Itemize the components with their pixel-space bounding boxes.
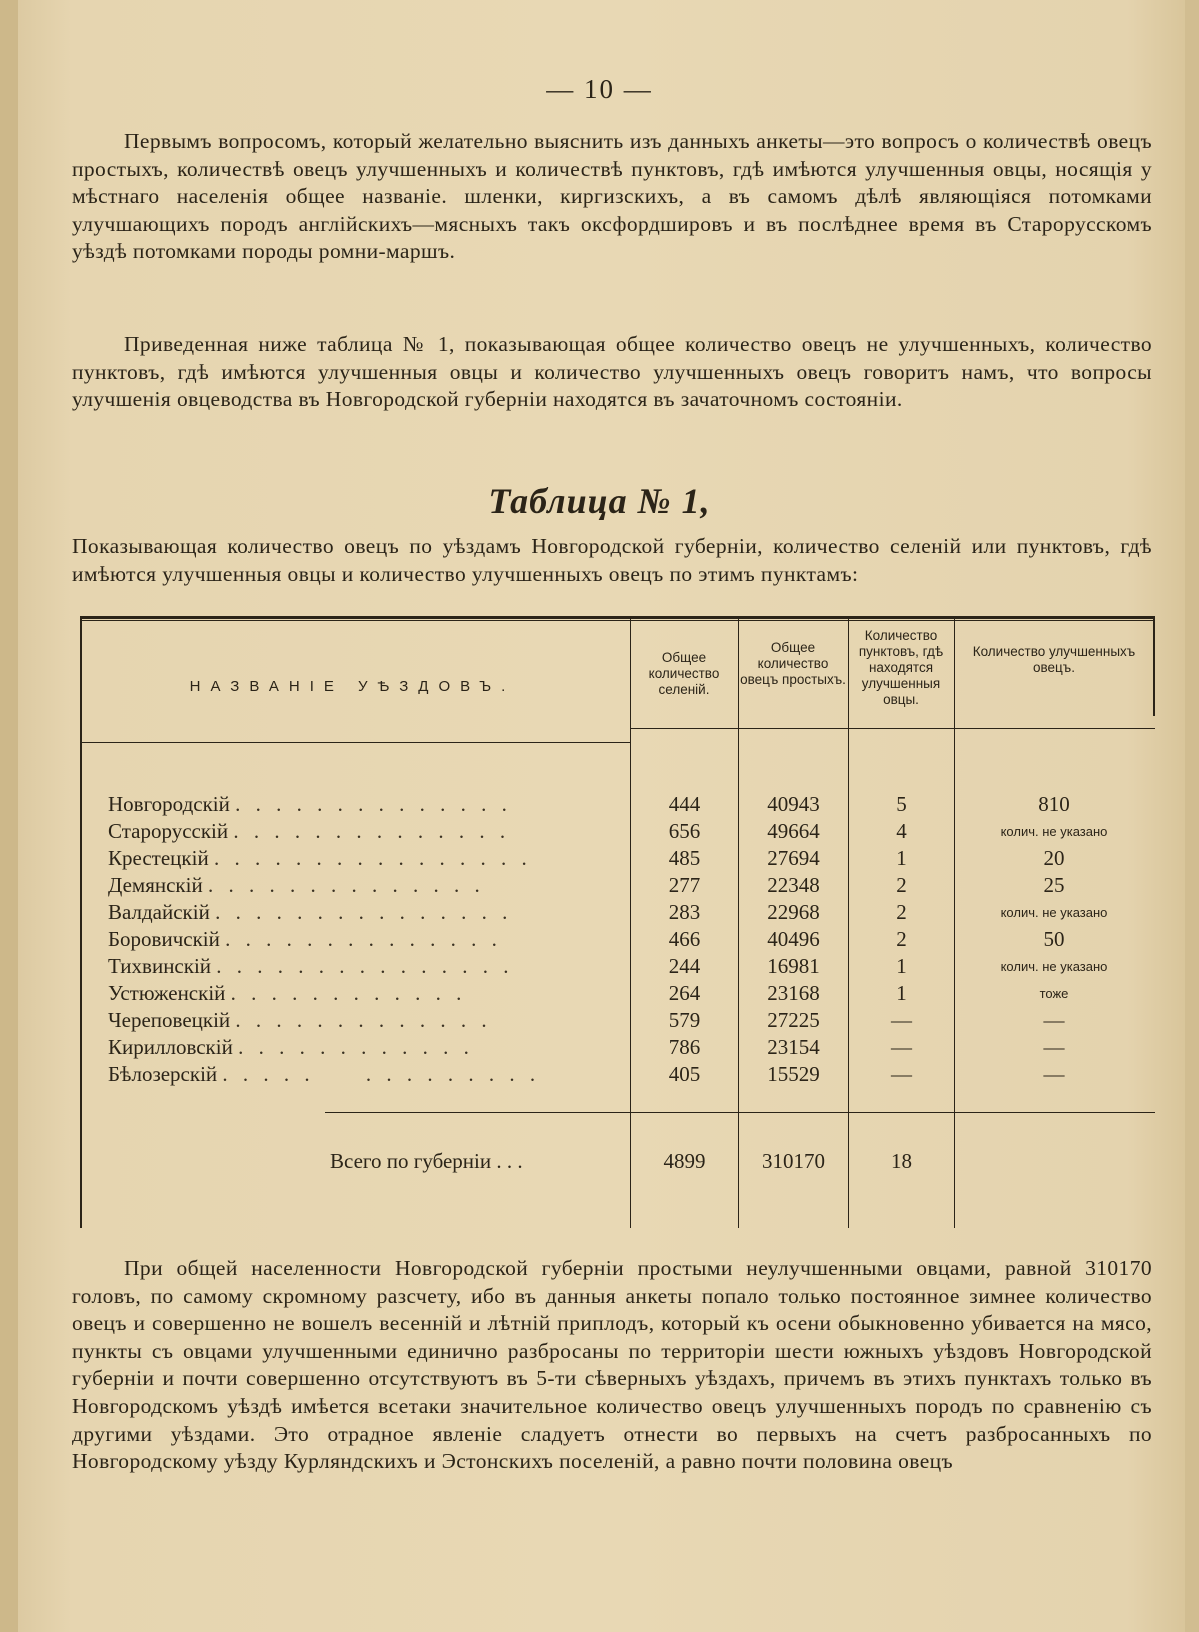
district-name: Валдайскій [108, 900, 210, 924]
points-cell: — [891, 1008, 912, 1032]
table-right-border [1153, 616, 1155, 716]
header-district-name: НАЗВАНІЕ УѢЗДОВЪ. [189, 678, 516, 695]
simple-sheep-cell: 27694 [767, 846, 820, 870]
villages-cell: 485 [668, 846, 701, 870]
district-row: Крестецкій . . . . . . . . . . . . . . . . [108, 846, 532, 870]
villages-cell: 264 [668, 981, 701, 1005]
district-row: Череповецкій . . . . . . . . . . . . . [108, 1008, 492, 1032]
header-villages: Общее количество селеній. [648, 650, 720, 697]
total-points: 18 [891, 1149, 912, 1173]
district-names [108, 791, 628, 1088]
table-left-border [80, 616, 82, 1228]
header-simple-sheep: Общее количество овецъ простыхъ. [740, 640, 846, 687]
table-top-rule [80, 616, 1155, 619]
paragraph-3 [72, 1255, 1152, 1476]
improved-sheep-cell: — [1043, 1008, 1065, 1032]
paragraph-3-text: При общей населенности Новгородской губерніи простыми неулучшенными овцами, равной 310170 головъ, по самому скромному разсчету, ибо въ данныя анкеты попало только постоянное зимнее количество овецъ и совершенно не вошелъ весенній и лѣтній приплодъ, который къ осени обыкновенно убивается на мясо, пункты съ овцами улучшенными единично разбросаны по территоріи шести южныхъ уѣздовъ Новгородской губерніи и почти совершенно отсутствуютъ въ 5-ти сѣверныхъ уѣздахъ, причемъ въ этихъ пунктахъ только въ Новгородскомъ уѣздѣ имѣется всетаки значительное количество овецъ улучшенныхъ породъ по сравненію съ другими уѣздами. Это отрадное явленіе сладуетъ отнести во первыхъ на счетъ разбросанныхъ по Новгородскому уѣзду Курляндскихъ и Эстонскихъ поселеній, а равно почти половина овецъ [72, 1256, 1152, 1474]
improved-sheep-cell: колич. не указано [1000, 959, 1108, 974]
improved-sheep-cell: 50 [1043, 927, 1065, 951]
simple-sheep-cell: 15529 [767, 1062, 820, 1086]
points-cell: 1 [896, 954, 907, 978]
district-row: Тихвинскій . . . . . . . . . . . . . . . [108, 954, 514, 978]
villages-cell: 656 [668, 819, 701, 843]
header-rule-left [80, 742, 630, 743]
paragraph-1-text: Первымъ вопросомъ, который желательно выяснить изъ данныхъ анкеты—это вопросъ о количествѣ овецъ простыхъ, количествѣ овецъ улучшенныхъ и количествѣ пунктовъ, гдѣ имѣются улучшенныя овцы, носящія у мѣстнаго населенія общее названіе. шленки, киргизскихъ, а въ самомъ дѣлѣ являющіяся потомками улучшающихъ породъ англійскихъ—мясныхъ такъ оксфордшировъ и въ послѣднее время въ Старорусскомъ уѣздѣ потомками породы ромни-маршъ. [72, 129, 1152, 264]
villages-cell: 244 [668, 954, 701, 978]
improved-sheep-cell: 25 [1043, 873, 1065, 897]
district-name: Новгородскій [108, 792, 230, 816]
district-name: Старорусскій [108, 819, 229, 843]
district-row: Демянскій . . . . . . . . . . . . . . [108, 873, 485, 897]
paragraph-1 [72, 128, 1152, 266]
table-title: Таблица № 1, [488, 481, 711, 521]
improved-sheep-cell: тоже [1039, 986, 1069, 1001]
district-name: Демянскій [108, 873, 203, 897]
points-cell: 2 [896, 927, 907, 951]
points-cell: 1 [896, 981, 907, 1005]
points-cell: 5 [896, 792, 907, 816]
district-row: Валдайскій . . . . . . . . . . . . . . . [108, 900, 513, 924]
header-improved-sheep: Количество улучшенныхъ овецъ. [972, 644, 1136, 675]
table-caption: Показывающая количество овецъ по уѣздамъ Новгородской губерніи, количество селеній или пунктовъ, гдѣ имѣются улучшенныя овцы и количество улучшенныхъ овецъ по этимъ пунктамъ: [72, 534, 1152, 586]
simple-sheep-cell: 16981 [767, 954, 820, 978]
simple-sheep-cell: 27225 [767, 1008, 820, 1032]
improved-sheep-column [955, 791, 1153, 1088]
simple-sheep-column [739, 791, 848, 1088]
district-row: Боровичскій . . . . . . . . . . . . . . [108, 927, 502, 951]
simple-sheep-cell: 23168 [767, 981, 820, 1005]
villages-cell: 405 [668, 1062, 701, 1086]
points-cell: — [891, 1062, 912, 1086]
total-rule [325, 1112, 1155, 1113]
district-row: Бѣлозерскій . . . . . . . . . . . . . . [108, 1062, 541, 1086]
points-cell: 1 [896, 846, 907, 870]
district-name: Кирилловскій [108, 1035, 233, 1059]
total-villages: 4899 [663, 1149, 706, 1173]
district-name: Череповецкій [108, 1008, 231, 1032]
villages-cell: 444 [668, 792, 701, 816]
points-cell: 2 [896, 900, 907, 924]
district-row: Новгородскій . . . . . . . . . . . . . . [108, 792, 512, 816]
data-table [80, 616, 1155, 1228]
villages-cell: 579 [668, 1008, 701, 1032]
total-label: Всего по губерніи . . . [330, 1149, 523, 1173]
paragraph-2 [72, 331, 1152, 414]
improved-sheep-cell: — [1043, 1035, 1065, 1059]
page-number: — 10 — [546, 74, 653, 104]
simple-sheep-cell: 49664 [767, 819, 820, 843]
improved-sheep-cell: колич. не указано [1000, 824, 1108, 839]
points-cell: 2 [896, 873, 907, 897]
district-row: Старорусскій . . . . . . . . . . . . . . [108, 819, 511, 843]
paragraph-2-text: Приведенная ниже таблица № 1, показывающая общее количество овецъ не улучшенныхъ, количество пунктовъ, гдѣ имѣются улучшенныя овцы и количество улучшенныхъ овецъ говоритъ намъ, что вопросы улучшенія овцеводства въ Новгородской губерніи находятся въ зачаточномъ состояніи. [72, 332, 1152, 412]
improved-sheep-cell: колич. не указано [1000, 905, 1108, 920]
district-name: Тихвинскій [108, 954, 212, 978]
page-edge-right [1185, 0, 1199, 1632]
villages-column [631, 791, 738, 1088]
total-simple-sheep: 310170 [762, 1149, 825, 1173]
district-name: Устюженскій [108, 981, 226, 1005]
villages-cell: 283 [668, 900, 701, 924]
district-name: Бѣлозерскій [108, 1062, 218, 1086]
district-row: Кирилловскій . . . . . . . . . . . . [108, 1035, 474, 1059]
villages-cell: 466 [668, 927, 701, 951]
district-name: Боровичскій [108, 927, 220, 951]
simple-sheep-cell: 22968 [767, 900, 820, 924]
district-name: Крестецкій [108, 846, 209, 870]
simple-sheep-cell: 40496 [767, 927, 820, 951]
points-cell: — [891, 1035, 912, 1059]
points-cell: 4 [896, 819, 907, 843]
villages-cell: 786 [668, 1035, 701, 1059]
points-column [849, 791, 954, 1088]
improved-sheep-cell: 20 [1043, 846, 1065, 870]
simple-sheep-cell: 22348 [767, 873, 820, 897]
district-row: Устюженскій . . . . . . . . . . . . [108, 981, 467, 1005]
improved-sheep-cell: 810 [1038, 792, 1070, 816]
header-points: Количество пунктовъ, гдѣ находятся улучшенныя овцы. [858, 628, 944, 707]
simple-sheep-cell: 23154 [767, 1035, 820, 1059]
header-rule-right [630, 728, 1155, 729]
page-edge-left [0, 0, 18, 1632]
simple-sheep-cell: 40943 [767, 792, 820, 816]
improved-sheep-cell: — [1043, 1062, 1065, 1086]
table-top-rule-thin [80, 620, 1155, 621]
villages-cell: 277 [668, 873, 701, 897]
